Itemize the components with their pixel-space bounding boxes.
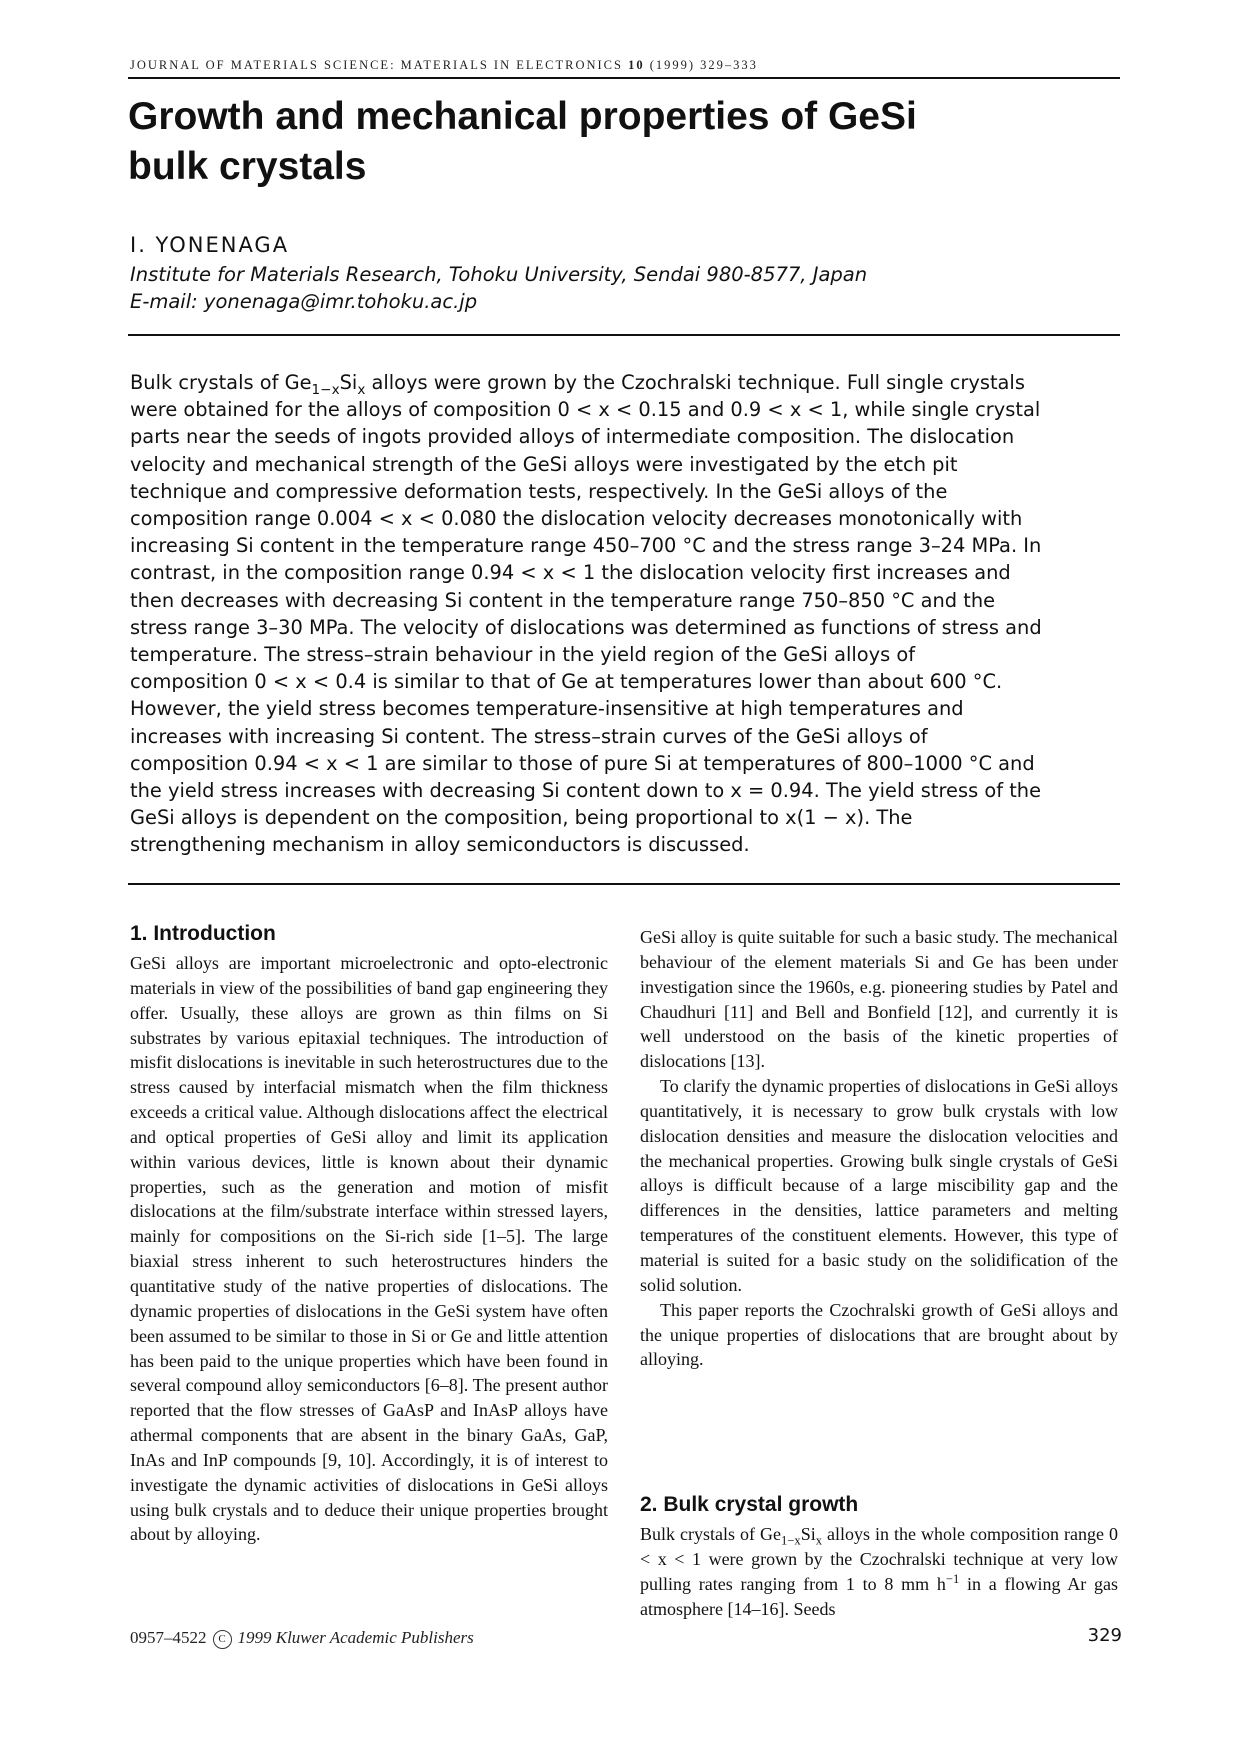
abstract-line: GeSi alloys is dependent on the composition, being proportional to x(1 − x). The bbox=[130, 806, 913, 830]
abstract-line: composition 0 < x < 0.4 is similar to that of Ge at temperatures lower than about 600 °C. bbox=[130, 670, 1003, 694]
right-column bbox=[640, 925, 1118, 1372]
section-heading-bulk-crystal-growth: 2. Bulk crystal growth bbox=[640, 1493, 859, 1516]
abstract-bottom-rule bbox=[128, 883, 1120, 885]
copyright-icon: C bbox=[213, 1630, 232, 1649]
journal-year-pages: (1999) 329–333 bbox=[649, 58, 758, 72]
affiliation-block bbox=[130, 261, 1120, 315]
title-line-1: Growth and mechanical properties of GeSi bbox=[128, 95, 917, 138]
abstract-line: increases with increasing Si content. The stress–strain curves of the GeSi alloys of bbox=[130, 724, 928, 748]
abstract-line: Bulk crystals of $Ge_{1-x}Si_x$ alloys were grown by the Czochralski technique. Full single crystals bbox=[130, 371, 1025, 398]
intro-paragraph-2: GeSi alloy is quite suitable for such a basic study. The mechanical behaviour of the element materials Si and Ge has been under investigation since the 1960s, e.g. pioneering studies by Patel and Chaudhuri [11] and Bell and Bonfield [12], and currently it is well understood on the basis of the kinetic properties of dislocations [13]. bbox=[640, 927, 1118, 1072]
intro-paragraph-1: GeSi alloys are important microelectronic and opto-electronic materials in view of the possibilities of band gap engineering they offer. Usually, these alloys are grown as thin films on Si substrates by various epitaxial techniques. The introduction of misfit dislocations is inevitable in such heterostructures due to the stress caused by interfacial mismatch when the film thickness exceeds a critical value. Although dislocations affect the electrical and optical properties of GeSi alloy and limit its application within various devices, little is known about their dynamic properties, such as the generation and motion of misfit dislocations at the film/substrate interface within stressed layers, mainly for compositions on the Si-rich side [1–5]. The large biaxial stress inherent to such heterostructures hinders the quantitative study of the native properties of dislocations. The dynamic properties of dislocations in the GeSi system have often been assumed to be similar to those in Si or Ge and little attention has been paid to the unique properties which have been found in several compound alloy semiconductors [6–8]. The present author reported that the flow stresses of GaAsP and InAsP alloys have athermal components that are absent in the binary GaAs, GaP, InAs and InP compounds [9, 10]. Accordingly, it is of interest to investigate the dynamic activities of dislocations in GeSi alloys using bulk crystals and to deduce their unique properties brought about by alloying. bbox=[130, 953, 608, 1545]
abstract-line: velocity and mechanical strength of the GeSi alloys were investigated by the etch pit bbox=[130, 452, 958, 476]
footer-left bbox=[130, 1628, 474, 1649]
page-number: 329 bbox=[1087, 1625, 1122, 1646]
abstract-line: then decreases with decreasing Si content in the temperature range 750–850 °C and the bbox=[130, 588, 996, 612]
abstract-line: increasing Si content in the temperature range 450–700 °C and the stress range 3–24 MPa. In bbox=[130, 534, 1042, 558]
title-line-2: bulk crystals bbox=[128, 145, 367, 188]
header-rule bbox=[128, 77, 1120, 79]
intro-paragraph-3: To clarify the dynamic properties of dislocations in GeSi alloys quantitatively, it is necessary to grow bulk crystals with low dislocation densities and measure the dislocation velocities and the mechanical properties. Growing bulk single crystals of GeSi alloys is difficult because of a large miscibility gap and the differences in the densities, lattice parameters and melting temperatures of the constituent elements. However, this type of material is suited for a basic study on the solidification of the solid solution. bbox=[640, 1076, 1118, 1295]
abstract-top-rule bbox=[128, 334, 1120, 336]
growth-section bbox=[640, 1492, 1118, 1621]
abstract-line: temperature. The stress–strain behaviour in the yield region of the GeSi alloys of bbox=[130, 643, 916, 667]
footer-issn: 0957–4522 bbox=[130, 1628, 207, 1647]
footer-publisher: 1999 Kluwer Academic Publishers bbox=[237, 1628, 474, 1647]
abstract-line: strengthening mechanism in alloy semiconductors is discussed. bbox=[130, 833, 750, 857]
author-name: I. YONENAGA bbox=[130, 233, 290, 257]
abstract bbox=[130, 369, 1123, 859]
journal-name: JOURNAL OF MATERIALS SCIENCE: MATERIALS IN ELECTRONICS bbox=[130, 58, 623, 72]
abstract-line: the yield stress increases with decreasing Si content down to x = 0.94. The yield stress of the bbox=[130, 779, 1042, 803]
growth-paragraph-1: Bulk crystals of $Ge_{1-x}Si_x$ alloys in the whole composition range 0 < x < 1 were grown by the Czochralski technique at very low pulling rates ranging from 1 to 8 mm $h^{-1}$ in a flowing Ar gas atmosphere [14–16]. Seeds bbox=[640, 1524, 1118, 1619]
abstract-line: However, the yield stress becomes temperature-insensitive at high temperatures and bbox=[130, 697, 964, 721]
affiliation-email: E-mail: yonenaga@imr.tohoku.ac.jp bbox=[130, 290, 478, 313]
affiliation-institution: Institute for Materials Research, Tohoku University, Sendai 980-8577, Japan bbox=[130, 263, 868, 286]
abstract-line: composition range 0.004 < x < 0.080 the dislocation velocity decreases monotonically with bbox=[130, 507, 1023, 531]
abstract-line: were obtained for the alloys of composition 0 < x < 0.15 and 0.9 < x < 1, while single crystal bbox=[130, 398, 1041, 422]
abstract-line: parts near the seeds of ingots provided alloys of intermediate composition. The dislocation bbox=[130, 425, 1015, 449]
abstract-line: stress range 3–30 MPa. The velocity of dislocations was determined as functions of stress and bbox=[130, 615, 1042, 639]
abstract-line: contrast, in the composition range 0.94 < x < 1 the dislocation velocity first increases and bbox=[130, 561, 1011, 585]
intro-paragraph-4: This paper reports the Czochralski growth of GeSi alloys and the unique properties of dislocations that are brought about by alloying. bbox=[640, 1299, 1118, 1370]
left-column bbox=[130, 921, 608, 1547]
paper-title bbox=[128, 92, 1088, 192]
journal-volume: 10 bbox=[628, 58, 645, 72]
abstract-line: technique and compressive deformation tests, respectively. In the GeSi alloys of the bbox=[130, 479, 948, 503]
section-heading-introduction: 1. Introduction bbox=[130, 922, 276, 945]
abstract-line: composition 0.94 < x < 1 are similar to those of pure Si at temperatures of 800–1000 °C and bbox=[130, 751, 1035, 775]
journal-header bbox=[130, 58, 1120, 73]
